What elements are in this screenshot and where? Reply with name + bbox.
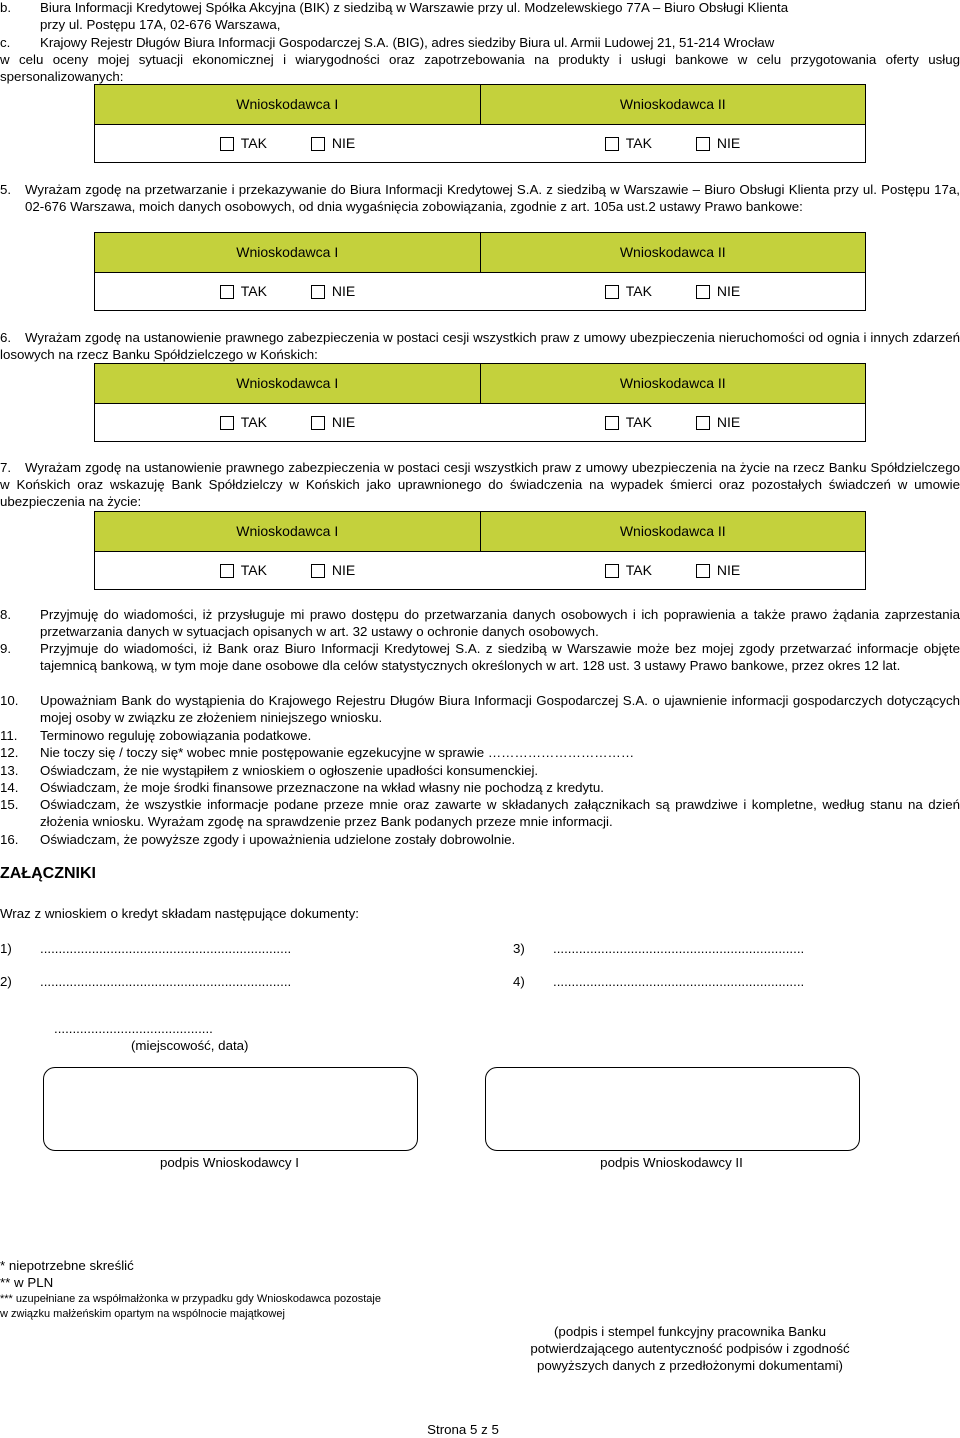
statement-10 — [0, 692, 960, 726]
applicant2-yes-option[interactable]: TAK — [605, 283, 652, 300]
applicant2-no-option[interactable]: NIE — [696, 414, 740, 431]
bank-stamp-line: potwierdzającego autentyczność podpisów i zgodność — [530, 1341, 850, 1356]
applicant2-no-option[interactable]: NIE — [696, 283, 740, 300]
checkbox[interactable] — [220, 416, 234, 430]
applicant1-yes-option[interactable]: TAK — [220, 283, 267, 300]
applicant2-header: Wnioskodawca II — [619, 523, 726, 539]
statement-number: 13. — [0, 763, 19, 778]
checkbox[interactable] — [605, 416, 619, 430]
applicant1-no-option[interactable]: NIE — [311, 562, 355, 579]
applicant1-yes-option[interactable]: TAK — [220, 562, 267, 579]
footnote-3-cont: w związku małżeńskim opartym na wspólnocie majątkowej — [0, 1308, 285, 1320]
footnote-3: *** uzupełniane za współmałżonka w przypadku gdy Wnioskodawca pozostaje — [0, 1293, 381, 1305]
applicant2-yes-option[interactable]: TAK — [605, 135, 652, 152]
consent-table-life-insurance — [94, 511, 866, 590]
applicant1-no-option[interactable]: NIE — [311, 135, 355, 152]
statement-text: Oświadczam, że nie wystąpiłem z wnioskiem o ogłoszenie upadłości konsumenckiej. — [40, 763, 539, 778]
consent-table-purpose — [94, 84, 866, 163]
footnote-1: * niepotrzebne skreślić — [0, 1258, 134, 1273]
checkbox[interactable] — [696, 564, 710, 578]
checkbox[interactable] — [220, 564, 234, 578]
item-b-text-cont: przy ul. Postępu 17A, 02-676 Warszawa, — [40, 17, 281, 32]
checkbox[interactable] — [220, 137, 234, 151]
statement-text: Upoważniam Bank do wystąpienia do Krajowego Rejestru Długów Biura Informacji Gospodarczej S.A. o ujawnienie informacji gospodarczych dotyczących mojej osoby w związku ze złożeniem niniejszego wniosku. — [40, 693, 960, 725]
item-b-letter: b. — [0, 0, 12, 15]
attachments-heading: ZAŁĄCZNIKI — [0, 865, 96, 882]
section-number: 7. — [0, 460, 12, 475]
applicant1-header: Wnioskodawca I — [95, 364, 481, 403]
checkbox[interactable] — [605, 285, 619, 299]
statement-number: 12. — [0, 745, 19, 760]
footnote-2: ** w PLN — [0, 1275, 54, 1290]
attachment-3-field[interactable]: .................................................................... — [553, 941, 805, 956]
signature-box-applicant2[interactable] — [485, 1067, 860, 1151]
checkbox[interactable] — [311, 564, 325, 578]
statement-8 — [0, 606, 960, 640]
applicant2-yes-option[interactable]: TAK — [605, 414, 652, 431]
applicant2-header: Wnioskodawca II — [619, 96, 726, 112]
checkbox[interactable] — [696, 416, 710, 430]
purpose-text: w celu oceny mojej sytuacji ekonomicznej i wiarygodności oraz zapotrzebowania na produkty i usługi bankowe w celu przygotowania oferty usług spersonalizowanych: — [0, 52, 960, 84]
statement-13 — [0, 762, 960, 779]
checkbox[interactable] — [605, 137, 619, 151]
attachments-intro: Wraz z wnioskiem o kredyt składam następujące dokumenty: — [0, 906, 359, 921]
checkbox[interactable] — [696, 285, 710, 299]
checkbox[interactable] — [696, 137, 710, 151]
statement-15 — [0, 796, 960, 830]
signature-box-applicant1[interactable] — [43, 1067, 418, 1151]
bank-stamp-line: powyższych danych z przedłożonymi dokumentami) — [537, 1358, 843, 1373]
statement-text: Nie toczy się / toczy się* wobec mnie postępowanie egzekucyjne w sprawie …………………………… — [40, 745, 635, 760]
attachment-2-number: 2) — [0, 974, 12, 989]
item-c-letter: c. — [0, 35, 11, 50]
applicant1-yes-option[interactable]: TAK — [220, 135, 267, 152]
statement-text: Terminowo reguluję zobowiązania podatkowe. — [40, 728, 312, 743]
applicant1-no-option[interactable]: NIE — [311, 283, 355, 300]
applicant1-no-option[interactable]: NIE — [311, 414, 355, 431]
applicant2-no-option[interactable]: NIE — [696, 562, 740, 579]
attachment-4-number: 4) — [513, 974, 525, 989]
applicant2-no-option[interactable]: NIE — [696, 135, 740, 152]
section-text: Wyrażam zgodę na ustanowienie prawnego zabezpieczenia w postaci cesji wszystkich praw z umowy ubezpieczenia nieruchomości od ognia i innych zdarzeń losowych na rzecz Banku Spółdzielczego w Końskich: — [0, 330, 960, 362]
statement-11 — [0, 727, 960, 744]
applicant1-header: Wnioskodawca I — [95, 85, 481, 124]
item-c-text: Krajowy Rejestr Długów Biura Informacji Gospodarczej S.A. (BIG), adres siedziby Biura ul. Armii Ludowej 21, 51-214 Wrocław — [40, 35, 775, 50]
bank-stamp-note — [480, 1323, 900, 1374]
statement-text: Przyjmuje do wiadomości, iż Bank oraz Biuro Informacji Kredytowej S.A. z siedzibą w Warszawie może bez mojej zgody przetwarzać informacje objęte tajemnicą bankową, w tym moje dane osobowe dla celów statystycznych określonych w art. 128 ust. 3 ustawy Prawo bankowe, przez okres 12 lat. — [40, 641, 960, 673]
applicant2-header: Wnioskodawca II — [619, 244, 726, 260]
statement-9 — [0, 640, 960, 691]
applicant2-header: Wnioskodawca II — [619, 375, 726, 391]
section-text: Wyrażam zgodę na ustanowienie prawnego zabezpieczenia w postaci cesji wszystkich praw z umowy ubezpieczenia na życie na rzecz Banku Spółdzielczego w Końskich oraz wskazuję Bank Spółdzielczy w Końskich jako uprawnionego do świadczenia na wypadek śmierci oraz pozostałych świadczeń w umowie ubezpieczenia na życie: — [0, 460, 960, 509]
checkbox[interactable] — [220, 285, 234, 299]
signature-label-applicant1: podpis Wnioskodawcy I — [160, 1155, 299, 1170]
page-number: Strona 5 z 5 — [427, 1422, 499, 1437]
signature-label-applicant2: podpis Wnioskodawcy II — [600, 1155, 743, 1170]
section-number: 5. — [0, 182, 12, 197]
item-b-text: Biura Informacji Kredytowej Spółka Akcyjna (BIK) z siedzibą w Warszawie przy ul. Modzelewskiego 77A – Biuro Obsługi Klienta — [40, 0, 789, 15]
attachment-4-field[interactable]: .................................................................... — [553, 974, 805, 989]
applicant1-yes-option[interactable]: TAK — [220, 414, 267, 431]
attachment-3-number: 3) — [513, 941, 525, 956]
statement-text: Oświadczam, że wszystkie informacje podane przeze mnie oraz zawarte w składanych załącznikach są prawdziwe i kompletne, według stanu na dzień złożenia wniosku. Wyrażam zgodę na sprawdzenie przez Bank podanych przeze mnie informacji. — [40, 797, 960, 829]
attachment-2-field[interactable]: .................................................................... — [40, 974, 292, 989]
statement-text: Przyjmuję do wiadomości, iż przysługuje mi prawo dostępu do przetwarzania danych osobowych i ich poprawienia a także prawo żądania zaprzestania przetwarzania danych w sytuacjach opisanych w art. 32 ustawy o ochronie danych osobowych. — [40, 607, 960, 639]
place-date-label: (miejscowość, data) — [131, 1038, 249, 1053]
checkbox[interactable] — [311, 285, 325, 299]
checkbox[interactable] — [605, 564, 619, 578]
applicant2-yes-option[interactable]: TAK — [605, 562, 652, 579]
statement-number: 11. — [0, 728, 18, 743]
statement-number: 10. — [0, 693, 19, 708]
statement-number: 14. — [0, 780, 19, 795]
statement-12 — [0, 744, 960, 761]
statement-number: 9. — [0, 641, 12, 656]
section-7 — [0, 459, 960, 510]
applicant1-header: Wnioskodawca I — [95, 233, 481, 272]
statement-number: 8. — [0, 607, 12, 622]
section-6 — [0, 329, 960, 363]
section-text: Wyrażam zgodę na przetwarzanie i przekazywanie do Biura Informacji Kredytowej S.A. z siedzibą w Warszawie – Biuro Obsługi Klienta przy ul. Postępu 17a, 02-676 Warszawa, moich danych osobowych, od dnia wygaśnięcia zobowiązania, zgodnie z art. 105a ust.2 ustawy Prawo bankowe: — [25, 182, 960, 214]
consent-table-bik — [94, 232, 866, 311]
section-number: 6. — [0, 330, 12, 345]
statement-text: Oświadczam, że powyższe zgody i upoważnienia udzielone zostały dobrowolnie. — [40, 832, 516, 847]
statement-14 — [0, 779, 960, 796]
statement-16 — [0, 831, 960, 848]
statement-number: 15. — [0, 797, 19, 812]
checkbox[interactable] — [311, 137, 325, 151]
statement-text: Oświadczam, że moje środki finansowe przeznaczone na wkład własny nie pochodzą z kredytu. — [40, 780, 604, 795]
applicant1-header: Wnioskodawca I — [95, 512, 481, 551]
statement-number: 16. — [0, 832, 19, 847]
place-date-field[interactable]: ........................................... — [54, 1021, 213, 1036]
checkbox[interactable] — [311, 416, 325, 430]
section-5 — [0, 181, 960, 232]
attachment-1-field[interactable]: .................................................................... — [40, 941, 292, 956]
bank-stamp-line: (podpis i stempel funkcyjny pracownika Banku — [554, 1324, 826, 1339]
attachment-1-number: 1) — [0, 941, 12, 956]
consent-table-property-insurance — [94, 363, 866, 442]
